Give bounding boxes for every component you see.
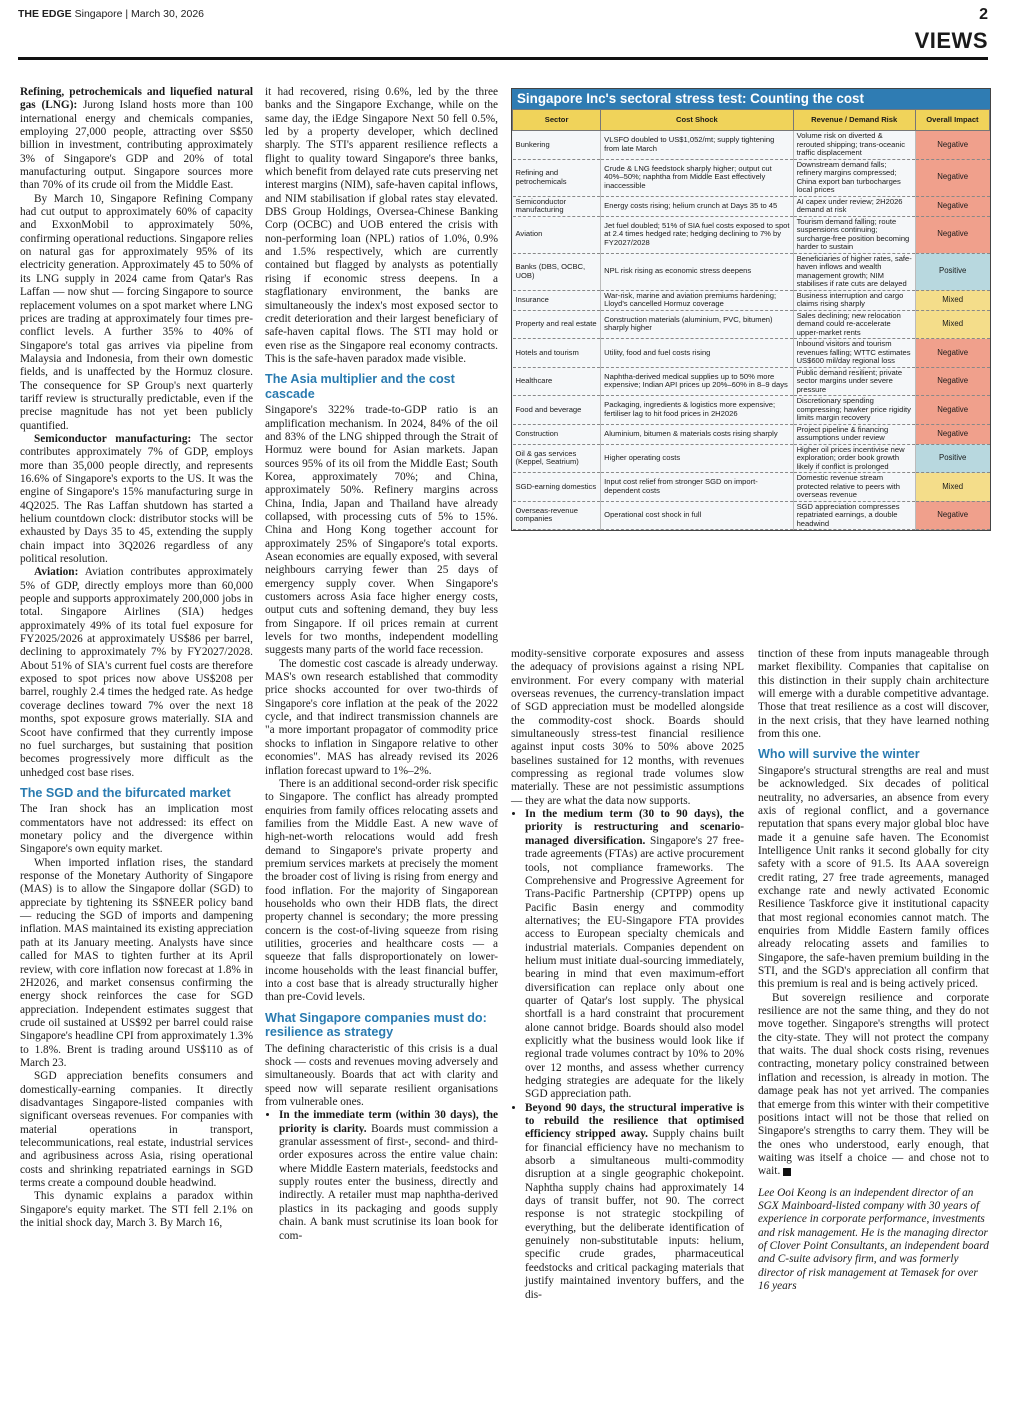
revenue-risk-cell: Business interruption and cargo claims rising sharply <box>793 290 915 310</box>
subheading: The SGD and the bifurcated market <box>20 785 231 800</box>
table-row <box>513 501 990 530</box>
sector-cell: Banks (DBS, OCBC, UOB) <box>513 253 601 290</box>
column-header: Cost Shock <box>601 110 793 131</box>
author-bio: Lee Ooi Keong is an independent director of an SGX Mainboard-listed company with 30 years of experience in corporate performance, investments and risk management. He is the managing director of Clover Point Consultants, an independent board and C-suite advisory firm, and was formerly director of risk management at Temasek for over 16 years <box>758 1186 989 1292</box>
sector-cell: Insurance <box>513 290 601 310</box>
sector-cell: Construction <box>513 424 601 444</box>
sector-cell: Bunkering <box>513 131 601 160</box>
revenue-risk-cell: Public demand resilient; private sector margins under severe pressure <box>793 367 915 396</box>
sector-cell: Food and beverage <box>513 396 601 425</box>
paragraph: Semiconductor manufacturing: The sector contributes approximately 7% of GDP, employs more than 35,000 people directly, and represents 16.6% of Singapore's exports to the US. It was the engine of Singapore's 15% manufacturing surge in 4Q2025. The Ras Laffan shutdown has started a helium countdown clock: distributor stocks will be exhausted by Days 35 to 45, extending the supply chain impact into 3Q2026 regardless of any political resolution. <box>20 432 254 566</box>
table-row <box>513 131 990 160</box>
paragraph: SGD appreciation benefits consumers and domestically-earning companies. It directly disadvantages Singapore-listed companies with significant overseas revenues. For companies with material operations in transport, telecommunications, real estate, industrial services and agribusiness across Asia, rising operational costs and shrinking repatriated earnings in SGD terms create a compound double headwind. <box>20 1070 253 1189</box>
table-row <box>513 159 990 196</box>
cost-shock-cell: Aluminium, bitumen & materials costs rising sharply <box>601 424 793 444</box>
table-row <box>513 367 990 396</box>
paragraph: But sovereign resilience and corporate resilience are not the same thing, and they do not move together. Singapore's strengths will protect the city-state. They will not protect the company that waits. The dual shock costs rising, revenues contracting, monetary policy constrained between inflation and recession, is already in motion. The damage peak has not yet arrived. The companies that emerge from this winter with their competitive positions intact will not be those that relied on Singapore's strengths to carry them. They will be the ones who understood, early enough, that waiting was itself a choice — and chose not to wait. <box>758 991 990 1178</box>
sector-cell: Property and real estate <box>513 310 601 339</box>
table-row <box>513 444 990 473</box>
sector-cell: Semiconductor manufacturing <box>513 196 601 216</box>
table-row <box>513 196 990 216</box>
paragraph: Singapore's structural strengths are real and must be acknowledged. Six decades of political neutrality, no adversaries, an absence from every axis of regional conflict, and a governance reputation that spans every major global bloc have made it a genuine safe haven. The Economist Intelligence Unit ranks it second globally for city safety with a score of 91.5. Its AAA sovereign credit rating, 27 free trade agreements, managed exchange rate and newly activated Economic Resilience Taskforce give it institutional capacity that most regional economies cannot match. The enquiries from Middle Eastern family offices already relocating assets and families to Singapore, the safe-haven premium building in the STI, and the SGD's appreciation all confirm that this premium is real and is being actively priced. <box>758 764 989 991</box>
cost-shock-cell: Input cost relief from stronger SGD on import-dependent costs <box>601 473 793 502</box>
revenue-risk-cell: Higher oil prices incentivise new exploration; order book growth likely if conflict is prolonged <box>793 444 915 473</box>
masthead: THE EDGE Singapore | March 30, 2026 <box>18 8 205 20</box>
impact-cell: Negative <box>915 339 989 368</box>
revenue-risk-cell: Discretionary spending compressing; hawker price rigidity limits margin recovery <box>793 396 915 425</box>
list-item: • Beyond 90 days, the structural imperative is to rebuild the resilience that optimised efficiency stripped away. Supply chains built for financial efficiency have no mechanism to absorb a simultaneous multi-commodity disruption at a single geographic chokepoint. Naphtha supply chains had approximately 14 days of transit buffer, not 90. The correct response is not strategic stockpiling of everything, but the deliberate identification of genuinely non-substitutable inputs: helium, specific crude grades, pharmaceutical feedstocks and critical packaging materials that justify maintained inventory buffers, and the dis- <box>525 1102 744 1302</box>
column-4 <box>758 648 989 1293</box>
cost-shock-cell: Higher operating costs <box>601 444 793 473</box>
list-item: • In the medium term (30 to 90 days), the priority is restructuring and scenario-managed diversification. Singapore's 27 free-trade agreements (FTAs) are active procurement tools, not compliance frameworks. The Comprehensive and Progressive Agreement for Trans-Pacific Partnership (CPTPP) opens up Pacific Basin energy and commodity alternatives; the EU-Singapore FTA provides access to European specialty chemicals and industrial materials. Companies dependent on helium must initiate dual-sourcing immediately, bearing in mind that even maximum-effort diversification can replace only about one quarter of Qatar's lost supply. The physical shortfall is a hard constraint that procurement alone cannot bridge. Boards should also model explicitly what the business would look like if regional trade volumes contract by 10% to 20% over 12 months, and assess whether currency hedging strategies are adequate for the likely SGD appreciation path. <box>525 808 744 1102</box>
impact-cell: Negative <box>915 159 989 196</box>
revenue-risk-cell: Sales declining; new relocation demand could re-accelerate upper-market rents <box>793 310 915 339</box>
sector-cell: Aviation <box>513 216 601 253</box>
cost-shock-cell: Crude & LNG feedstock sharply higher; output cut 40%–50%; naphtha from Middle East effectively inaccessible <box>601 159 793 196</box>
cost-shock-cell: Construction materials (aluminium, PVC, bitumen) sharply higher <box>601 310 793 339</box>
cost-shock-cell: Naphtha-derived medical supplies up to 50% more expensive; Indian API prices up 20%–60% in 8–9 days <box>601 367 793 396</box>
cost-shock-cell: NPL risk rising as economic stress deepens <box>601 253 793 290</box>
table-header-row <box>513 110 990 131</box>
table <box>512 109 990 530</box>
table-row <box>513 290 990 310</box>
paragraph: Refining, petrochemicals and liquefied natural gas (LNG): Jurong Island hosts more than 100 international energy and chemicals companies, employing 27,000 people, attracting over S$50 billion in investment, contributing approximately 3% of Singapore's GDP and 20% of total manufacturing output. Singapore sources more than 70% of its crude oil from the Middle East. <box>20 86 253 192</box>
revenue-risk-cell: Beneficiaries of higher rates, safe-haven inflows and wealth management growth; NIM stabilises if rate cuts are delayed <box>793 253 915 290</box>
impact-cell: Negative <box>915 501 989 530</box>
impact-cell: Negative <box>915 196 989 216</box>
paragraph: By March 10, Singapore Refining Company had cut output to approximately 60% of capacity and ExxonMobil to approximately 50%, confirming operational reductions. Singapore relies on natural gas for approximately 95% of its electricity generation. Approximately 45 to 50% of its LNG supply in 2024 came from Qatar's Ras Laffan — now shut — forcing Singapore to source replacement volumes on a spot market where LNG prices are trading at approximately four times pre-conflict levels. A further 35% to 40% of Singapore's total gas arrives via pipeline from Malaysia and Indonesia, from their own domestic fields, and is unaffected by the Hormuz closure. The consequence for SP Group's next quarterly tariff review is structurally predictable, even if the precise magnitude has not yet been publicly quantified. <box>20 192 253 432</box>
cost-shock-cell: Energy costs rising; helium crunch at Days 35 to 45 <box>601 196 793 216</box>
sector-cell: Overseas-revenue companies <box>513 501 601 530</box>
paragraph: modity-sensitive corporate exposures and assess the adequacy of provisions against a rising NPL environment. For every company with material overseas revenues, the currency-translation impact of SGD appreciation must be modelled alongside the commodity-cost shock. Boards should simultaneously stress-test financial resilience against input costs 30% to 50% above 2025 baselines sustained for 12 months, with revenues compressing as regional trade volumes slow materially. These are not pessimistic assumptions — they are what the data now supports. <box>511 648 744 807</box>
sector-cell: Oil & gas services (Keppel, Seatrium) <box>513 444 601 473</box>
paragraph: This dynamic explains a paradox within Singapore's equity market. The STI fell 2.1% on the initial shock day, March 3. By March 16, <box>20 1190 253 1230</box>
subheading: The Asia multiplier and the cost cascade <box>265 372 455 401</box>
edition: Singapore <box>74 8 123 20</box>
table-row <box>513 216 990 253</box>
column-1 <box>20 86 253 1230</box>
table-row <box>513 310 990 339</box>
cost-shock-cell: Packaging, ingredients & logistics more expensive; fertiliser lag to hit food prices in 2H2026 <box>601 396 793 425</box>
cost-shock-cell: Operational cost shock in full <box>601 501 793 530</box>
section-title: VIEWS <box>914 28 988 53</box>
paragraph: When imported inflation rises, the standard response of the Monetary Authority of Singapore (MAS) is to allow the Singapore dollar (SGD) to appreciate by tightening its S$NEER policy band — reducing the SGD of imports and dampening inflation. MAS maintained its existing appreciation path at its January meeting. Analysts have since called for MAS to tighten further at its April review, with core inflation now forecast at 1.8% in 2H2026, and market consensus confirming the energy shock reinforces the case for SGD appreciation. Independent estimates suggest that crude oil sustained at US$92 per barrel could raise Singapore's headline CPI from approximately 1.3% to 1.8%. Brent is trading around US$110 as of March 23. <box>20 856 253 1069</box>
table-row <box>513 473 990 502</box>
bullet-list <box>511 808 744 1302</box>
cost-shock-cell: Utility, food and fuel costs rising <box>601 339 793 368</box>
paragraph: Aviation: Aviation contributes approximately 5% of GDP, directly employs more than 60,000 people and supports approximately 200,000 jobs in total. Singapore Airlines (SIA) hedges approximately 49% of its total fuel exposure for FY2025/2026 at approximately US$86 per barrel, declining to approximately 7% by FY2027/2028. About 51% of SIA's current fuel costs are therefore exposed to spot prices now above US$208 per barrel, roughly 2.4 times the hedged rate. As hedge coverage declines toward 7% over the next 18 months, spot exposure grows materially. SIA and Scoot have confirmed that they currently impose no fuel surcharges, but sustaining that position becomes progressively more difficult as the unhedged cost base rises. <box>20 566 253 779</box>
revenue-risk-cell: Downstream demand falls; refinery margins compressed; China export ban turbocharges local prices <box>793 159 915 196</box>
paragraph: it had recovered, rising 0.6%, led by the three banks and the Singapore Exchange, while on the same day, the iEdge Singapore Next 50 fell 0.5%, led by a property developer, which declined sharply. The STI's apparent resilience reflects a flight to quality toward Singapore's three banks, which benefit from delayed rate cuts preserving net interest margins (NIM), safe-haven capital inflows, and NIM stabilisation if global rates stay elevated. DBS Group Holdings, Oversea-Chinese Banking Corp (OCBC) and UOB entered the crisis with non-performing loan (NPL) ratios of 1.0%, 0.9% and 1.5% respectively, which are currently contained but flagged by analysts as potentially rising if economic stress deepens. In a stagflationary environment, the banks are simultaneously the index's most exposed sector to credit deterioration and their largest beneficiary of safe-haven capital flows. The STI may hold or even rise as the Singapore real economy contracts. This is the safe-haven paradox made visible. <box>265 86 498 365</box>
sector-cell: Healthcare <box>513 367 601 396</box>
impact-cell: Positive <box>915 444 989 473</box>
revenue-risk-cell: Volume risk on diverted & rerouted shipping; trans-oceanic traffic displacement <box>793 131 915 160</box>
impact-cell: Mixed <box>915 290 989 310</box>
cost-shock-cell: War-risk, marine and aviation premiums hardening; Lloyd's cancelled Hormuz coverage <box>601 290 793 310</box>
table-title: Singapore Inc's sectoral stress test: Counting the cost <box>512 89 990 109</box>
page-number: 2 <box>979 6 988 23</box>
revenue-risk-cell: Tourism demand falling; route suspensions continuing; surcharge-free position becoming harder to sustain <box>793 216 915 253</box>
issue-date: March 30, 2026 <box>131 8 205 20</box>
impact-cell: Negative <box>915 131 989 160</box>
column-header: Overall Impact <box>915 110 989 131</box>
column-3 <box>511 648 744 1302</box>
column-2 <box>265 86 498 1243</box>
paragraph: The defining characteristic of this crisis is a dual shock — costs and revenues moving adversely and simultaneously. Boards that act with clarity and speed now will separate resilient organisations from vulnerable ones. <box>265 1042 498 1109</box>
sector-cell: Refining and petrochemicals <box>513 159 601 196</box>
paragraph: Singapore's 322% trade-to-GDP ratio is an amplification mechanism. In 2024, 84% of the oil and 83% of the LNG shipped through the Strait of Hormuz were bound for Asian markets. Japan sources 95% of its oil from the Middle East; South Korea, approximately 70%; and China, approximately 50%. Refinery margins across China, India, Japan and Thailand have already collapsed, with processing cuts of 5% to 15%. China and Hong Kong together account for approximately 25% of Singapore's total exports. Asean economies are equally exposed, with several neighbours carrying fewer than 25 days of emergency supply cover. When Singapore's customers across Asia face higher energy costs, output cuts and softening demand, they buy less from Singapore. If oil prices remain at current levels for two months, independent modelling suggests many parts of the world face recession. <box>265 404 498 657</box>
revenue-risk-cell: Project pipeline & financing assumptions under review <box>793 424 915 444</box>
cost-shock-cell: VLSFO doubled to US$1,052/mt; supply tightening from late March <box>601 131 793 160</box>
table-row <box>513 253 990 290</box>
paragraph: There is an additional second-order risk specific to Singapore. The conflict has already prompted enquiries from family offices relocating assets and families from the Middle East. A new wave of high-net-worth relocations would add fresh demand to Singapore's private property and premium services markets at precisely the moment the broader cost of living is rising from energy and food inflation. For the majority of Singaporean households who own their HDB flats, the direct property channel is secondary; the more pressing concern is the cost-of-living squeeze from rising utilities, groceries and healthcare costs — a squeeze that falls disproportionately on lower-income households with the least financial buffer, into a cost base that is already structurally higher than pre-Covid levels. <box>265 777 498 1004</box>
list-item: • In the immediate term (within 30 days), the priority is clarity. Boards must commission a granular assessment of first-, second- and third-order exposures across the entire value chain: where Middle Eastern materials, feedstocks and supply routes enter the business, directly and indirectly. A retailer must map naphtha-derived plastics in its packaging and goods supply chain. A bank must scrutinise its loan book for com- <box>279 1109 498 1242</box>
end-mark-icon <box>783 1168 791 1176</box>
table-body <box>513 131 990 530</box>
sector-cell: SGD-earning domestics <box>513 473 601 502</box>
bullet-list <box>265 1109 498 1242</box>
column-header: Sector <box>513 110 601 131</box>
logo: THE EDGE <box>18 8 72 20</box>
impact-cell: Mixed <box>915 310 989 339</box>
table-row <box>513 339 990 368</box>
paragraph: The Iran shock has an implication most commentators have not addressed: its effect on monetary policy and the divergence within Singapore's own equity market. <box>20 803 253 856</box>
impact-cell: Mixed <box>915 473 989 502</box>
impact-cell: Positive <box>915 253 989 290</box>
subheading: What Singapore companies must do: resilience as strategy <box>265 1010 487 1040</box>
table-row <box>513 396 990 425</box>
revenue-risk-cell: Inbound visitors and tourism revenues falling; WTTC estimates US$600 mil/day regional loss <box>793 339 915 368</box>
column-header: Revenue / Demand Risk <box>793 110 915 131</box>
stress-test-table <box>511 88 991 531</box>
impact-cell: Negative <box>915 367 989 396</box>
revenue-risk-cell: AI capex under review; 2H2026 demand at risk <box>793 196 915 216</box>
impact-cell: Negative <box>915 396 989 425</box>
revenue-risk-cell: Domestic revenue stream protected relative to peers with overseas revenue <box>793 473 915 502</box>
cost-shock-cell: Jet fuel doubled; 51% of SIA fuel costs exposed to spot at 2.4 times hedged rate; hedging declining to 7% by FY2027/2028 <box>601 216 793 253</box>
paragraph: tinction of these from inputs manageable through market flexibility. Companies that capitalise on this distinction in their supply chain architecture will emerge with a durable competitive advantage. Those that treat resilience as a cost will discover, in the next crisis, that they have learned nothing from this one. <box>758 648 989 741</box>
header-rule <box>18 57 988 60</box>
paragraph: The domestic cost cascade is already underway. MAS's own research established that commodity price shocks accounted for over two-thirds of Singapore's core inflation at the peak of the 2022 cycle, and that indirect transmission channels are "a more important propagator of commodity price shocks to inflation in Singapore relative to other economies". MAS has already revised its 2026 inflation forecast upward to 1%–2%. <box>265 657 498 777</box>
impact-cell: Negative <box>915 216 989 253</box>
table-row <box>513 424 990 444</box>
sector-cell: Hotels and tourism <box>513 339 601 368</box>
revenue-risk-cell: SGD appreciation compresses repatriated earnings, a double headwind <box>793 501 915 530</box>
impact-cell: Negative <box>915 424 989 444</box>
subheading: Who will survive the winter <box>758 747 920 762</box>
